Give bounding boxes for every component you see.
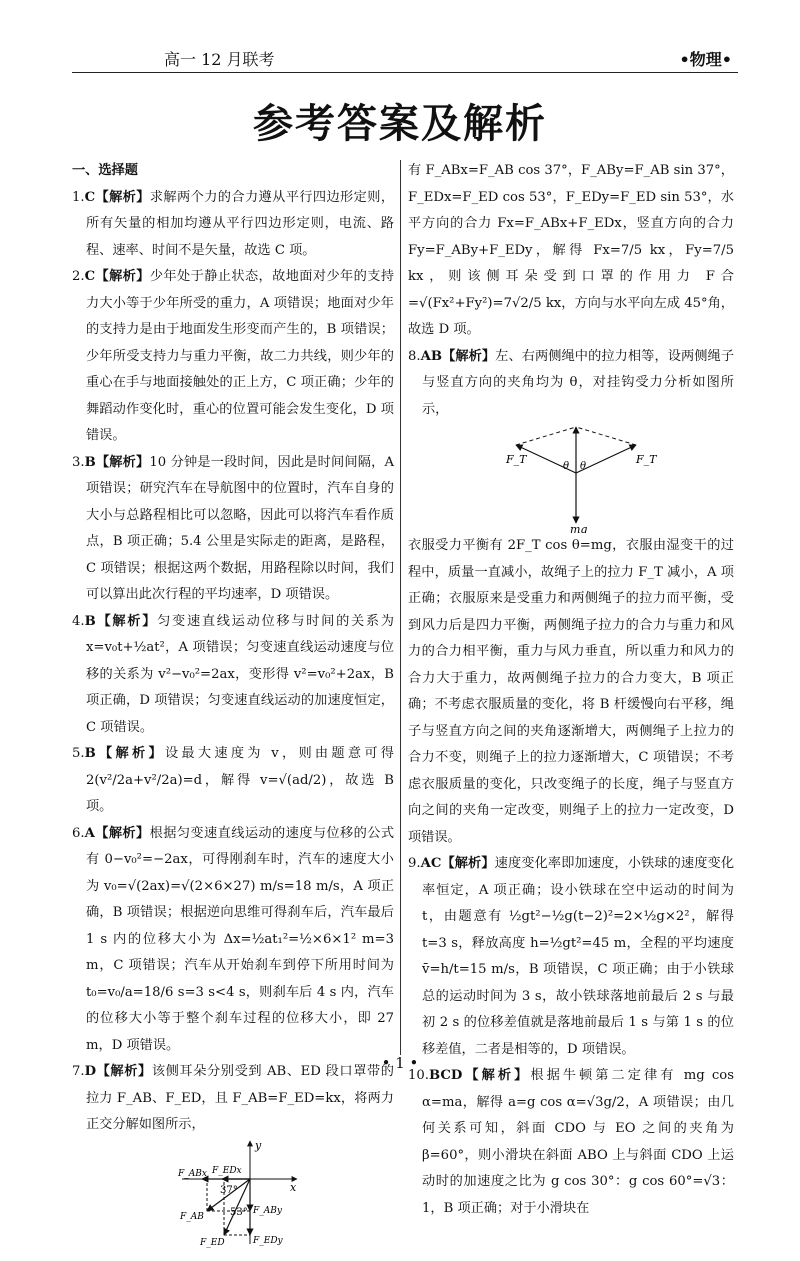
item-text: 根据牛顿第二定律有 mg cos α=ma，解得 a=g cos α=√3g/2，A 项错误；由几何关系可知，斜面 CDO 与 EO 之间的夹角为 β=60°，则小滑块在斜面 ABO 上与斜面 CDO 上运动时的加速度之比为 g cos 30°：g cos 60°=√3：1，B 项正确；对于小滑块在 [422,1068,734,1216]
label-y: y [255,1138,262,1152]
left-column [72,158,394,1251]
item-answer: AC [420,856,442,871]
label-angle-53: 53° [230,1206,248,1218]
label-angle-37: 37° [220,1184,238,1196]
item-answer: D [84,1064,97,1079]
answer-item-2 [72,264,394,450]
label-fedx: F_EDx [212,1165,242,1176]
answer-item-10 [408,1063,734,1222]
label-fab: F_AB [180,1211,204,1222]
item-answer: C [84,269,96,284]
item-answer: B [84,454,96,470]
label-fabx: F_ABx [178,1168,207,1179]
item-tag: 【解析】 [95,189,150,205]
parallelogram-line [516,427,576,445]
item-tag: 【解析】 [95,613,158,629]
hook-diagram-svg [408,423,734,533]
item-text: 根据匀变速直线运动的速度与位移的公式有 0−v₀²=−2ax，可得刚刹车时，汽车的速度大小为 v₀=√(2ax)=√(2×6×27) m/s=18 m/s，A 项正确，B 项错误；根据逆向思维可得刹车后，汽车最后 1 s 内的位移大小为 Δx=½at₁²=½×6×1² m=3 m，C 项错误；汽车从开始刹车到停下所用时间为 t₀=v₀/a=18/6 s=3 s<4 s，则刹车后 4 s 内，汽车的位移大小等于整个刹车过程的位移大小，即 27 m，D 项错误。 [86,825,395,1053]
parallelogram-line [576,427,636,445]
item-number: 4. [72,613,85,629]
item-number: 3. [72,454,85,470]
label-fed: F_ED [200,1237,225,1248]
answer-item-4 [72,609,394,742]
page-title: 参考答案及解析 [253,101,547,147]
exam-name: 高一 12 月联考 [164,50,275,69]
item-number: 1. [72,189,85,205]
label-theta-right: θ [580,461,587,472]
page-number: • 1 • [381,1054,419,1072]
item-tag: 【解析】 [94,825,150,841]
item-tag: 【解析】 [96,1064,152,1079]
subject-name: •物理• [679,50,732,69]
answer-item-7-continued: 有 F_ABx=F_AB cos 37°，F_ABy=F_AB sin 37°，F_EDx=F_ED cos 53°，F_EDy=F_ED sin 53°，水平方向的合力 Fx=F_ABx+F_EDx，竖直方向的合力 Fy=F_ABy+F_EDy，解得 Fx=7/5 kx，Fy=7/5 kx，则该侧耳朵受到口罩的作用力 F合=√(Fx²+Fy²)=7√2/5 kx，方向与水平向左成 45°角，故选 D 项。 [408,163,734,337]
item-answer: B [84,613,96,629]
item-text: 10 分钟是一段时间，因此是时间间隔，A 项错误；研究汽车在导航图中的位置时，汽车自身的大小与总路程相比可以忽略，因此可以将汽车看作质点，B 项正确；5.4 公里是实际走的距离，是路程，C 项错误；根据这两个数据，用路程除以时间，我们可以算出此次行程的平均速率，D 项错误。 [86,454,395,602]
label-fedy: F_EDy [253,1235,283,1246]
page-header [72,44,738,73]
section-heading: 一、选择题 [72,163,138,178]
item-number: 2. [72,269,85,284]
item-tag: 【解析】 [95,269,150,284]
answer-item-3 [72,450,394,609]
label-x: x [290,1180,297,1194]
item-number: 10. [408,1068,429,1083]
item-answer: C [84,189,96,205]
force-diagram-svg [72,1139,394,1251]
item-number: 9. [408,856,421,871]
label-faby: F_ABy [253,1205,282,1216]
item-number: 8. [408,348,421,364]
answer-item-9 [408,851,734,1063]
item-number: 6. [72,825,85,841]
answer-item-8 [408,344,734,424]
answer-item-6 [72,821,394,1060]
item-answer: B [84,746,96,761]
item-tag: 【解析】 [441,856,495,871]
item-text: 左、右两侧绳中的拉力相等，设两侧绳子与竖直方向的夹角均为 θ，对挂钩受力分析如图所示， [422,348,735,417]
answer-item-5 [72,741,394,821]
item-tag: 【解析】 [462,1068,531,1083]
item-number: 7. [72,1064,85,1079]
item-text: 速度变化率即加速度，小铁球的速度变化率恒定，A 项正确；设小铁球在空中运动的时间为 t，由题意有 ½gt²−½g(t−2)²=2×½g×2²，解得 t=3 s，释放高度 h=½gt²=45 m，全程的平均速度 v̄=h/t=15 m/s，B 项错误，C 项正确；由于小铁球总的运动时间为 3 s，故小铁球落地前最后 2 s 与最初 2 s 的位移差值就是落地前最后 1 s 与第 1 s 的位移差值，二者是相等的，D 项错误。 [422,856,735,1057]
label-ft-left: F_T [506,453,527,466]
item-text: 少年处于静止状态，故地面对少年的支持力大小等于少年所受的重力，A 项错误；地面对少年的支持力是由于地面发生形变而产生的，B 项错误；少年所受支持力与重力平衡，故二力共线，则少年的重心在手与地面接触处的正上方，C 项正确；少年的舞蹈动作变化时，重心的位置可能会发生变化，D 项错误。 [86,269,395,443]
answer-item-1 [72,185,394,265]
item-answer: AB [420,348,442,364]
label-mg: mg [570,523,588,533]
item-text: 该侧耳朵分别受到 AB、ED 段口罩带的拉力 F_AB、F_ED，且 F_AB=F_ED=kx，将两力正交分解如图所示， [86,1064,394,1132]
item-answer: BCD [428,1068,463,1083]
label-ft-right: F_T [636,453,657,466]
item-tag: 【解析】 [95,746,165,761]
item-text: 设最大速度为 v，则由题意可得 2(v²/2a+v²/2a)=d，解得 v=√(ad/2)，故选 B 项。 [86,746,394,814]
item-answer: A [84,825,95,841]
item-text: 匀变速直线运动位移与时间的关系为 x=v₀t+½at²，A 项错误；匀变速直线运动速度与位移的关系为 v²−v₀²=2ax，变形得 v²=v₀²+2ax，B 项正确，D 项错误；匀变速直线运动的加速度恒定，C 项错误。 [86,613,394,735]
item-text: 求解两个力的合力遵从平行四边形定则，所有矢量的相加均遵从平行四边形定则，电流、路程、速率、时间不是矢量，故选 C 项。 [86,189,395,258]
column-divider [400,160,401,1055]
item-tag: 【解析】 [441,348,496,364]
item-tag: 【解析】 [95,454,150,470]
hook-force-figure [408,423,734,533]
force-decomposition-figure [72,1139,394,1251]
item-number: 5. [72,746,85,761]
label-theta-left: θ [563,461,570,472]
answer-item-8-continued: 衣服受力平衡有 2F_T cos θ=mg，衣服由湿变干的过程中，质量一直减小，故绳子上的拉力 F_T 减小，A 项正确；衣服原来是受重力和两侧绳子的拉力而平衡，受到风力后是四力平衡，两侧绳子拉力的合力与重力和风力的合力相平衡，重力与风力垂直，所以重力和风力的合力大于重力，故两侧绳子拉力的合力变大，B 项正确；不考虑衣服质量的变化，将 B 杆缓慢向右平移，绳子与竖直方向之间的夹角逐渐增大，两侧绳子上拉力的合力不变，则绳子上的拉力逐渐增大，C 项错误；不考虑衣服质量的变化，只改变绳子的长度，绳子与竖直方向之间的夹角一定改变，则绳子上的拉力一定改变，D 项错误。 [408,538,734,845]
